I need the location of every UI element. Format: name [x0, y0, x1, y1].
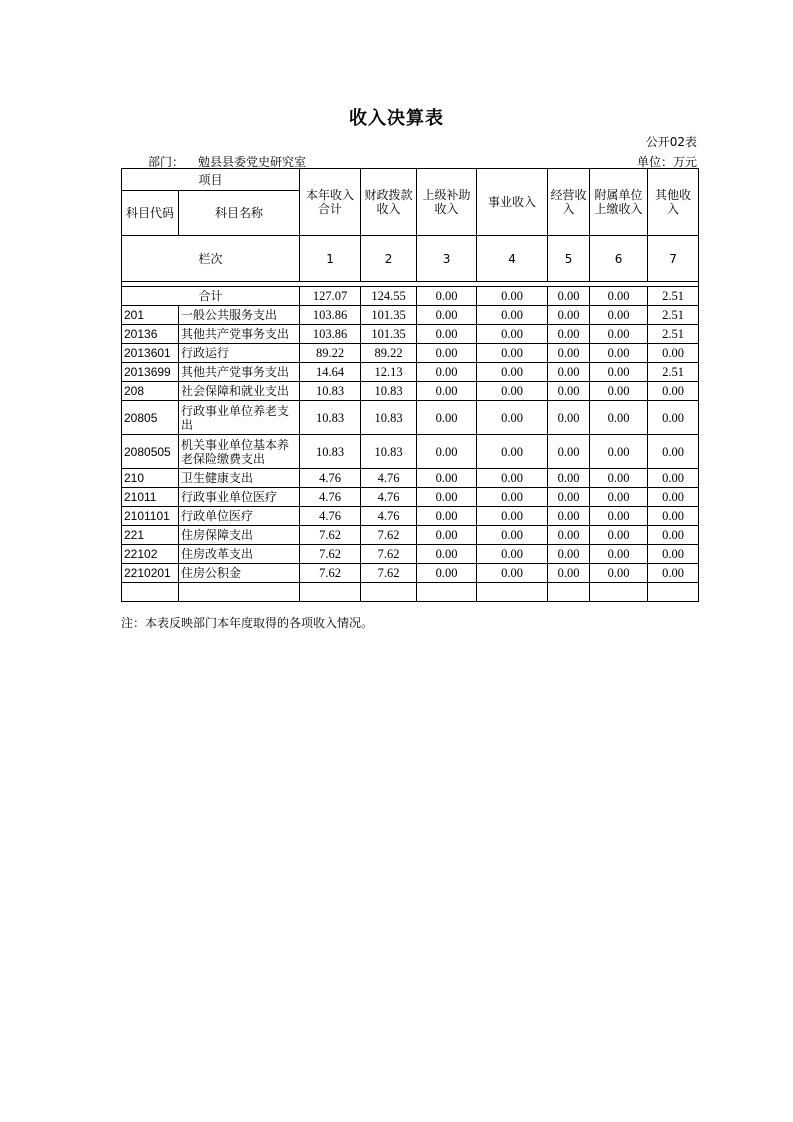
cell-value: 0.00	[590, 507, 648, 526]
header-col-business: 事业收入	[477, 169, 548, 236]
cell-value: 0.00	[417, 545, 477, 564]
subject-code: 20805	[122, 401, 179, 435]
cell-value: 0.00	[477, 325, 548, 344]
row-index-3: 3	[417, 236, 477, 282]
subject-name: 社会保障和就业支出	[179, 382, 300, 401]
table-row	[122, 507, 699, 526]
subject-name: 其他共产党事务支出	[179, 325, 300, 344]
subject-code: 2080505	[122, 435, 179, 469]
cell-value: 0.00	[590, 564, 648, 583]
total-value: 127.07	[300, 287, 361, 306]
table-row	[122, 382, 699, 401]
cell-value: 4.76	[300, 469, 361, 488]
cell-value: 0.00	[417, 363, 477, 382]
cell-value: 0.00	[477, 401, 548, 435]
cell-value: 7.62	[361, 545, 417, 564]
cell-value: 7.62	[300, 564, 361, 583]
cell-value: 0.00	[417, 564, 477, 583]
cell-value: 0.00	[648, 526, 699, 545]
cell-value: 0.00	[648, 507, 699, 526]
subject-name: 其他共产党事务支出	[179, 363, 300, 382]
cell-value: 101.35	[361, 306, 417, 325]
cell-value: 0.00	[417, 507, 477, 526]
cell-value: 2.51	[648, 325, 699, 344]
cell-value: 0.00	[477, 344, 548, 363]
cell-value: 12.13	[361, 363, 417, 382]
cell-value: 0.00	[548, 325, 590, 344]
cell-value: 0.00	[417, 382, 477, 401]
table-row	[122, 306, 699, 325]
empty-cell	[417, 583, 477, 602]
cell-value: 10.83	[361, 401, 417, 435]
cell-value: 7.62	[361, 564, 417, 583]
header-col-affiliated: 附属单位上缴收入	[590, 169, 648, 236]
cell-value: 0.00	[548, 545, 590, 564]
row-index-5: 5	[548, 236, 590, 282]
cell-value: 0.00	[548, 435, 590, 469]
cell-value: 0.00	[648, 469, 699, 488]
cell-value: 0.00	[417, 488, 477, 507]
subject-code: 210	[122, 469, 179, 488]
table-row	[122, 325, 699, 344]
subject-code: 208	[122, 382, 179, 401]
cell-value: 0.00	[477, 526, 548, 545]
cell-value: 0.00	[548, 488, 590, 507]
cell-value: 0.00	[590, 469, 648, 488]
subject-code: 21011	[122, 488, 179, 507]
empty-cell	[548, 583, 590, 602]
header-col-fiscal: 财政拨款收入	[361, 169, 417, 236]
empty-cell	[300, 583, 361, 602]
row-index-2: 2	[361, 236, 417, 282]
cell-value: 0.00	[477, 545, 548, 564]
total-row	[122, 287, 699, 306]
total-value: 0.00	[590, 287, 648, 306]
subject-code: 201	[122, 306, 179, 325]
cell-value: 0.00	[417, 401, 477, 435]
cell-value: 0.00	[548, 363, 590, 382]
empty-cell	[648, 583, 699, 602]
form-number: 公开02表	[645, 135, 697, 149]
row-index-6: 6	[590, 236, 648, 282]
document-title: 收入决算表	[349, 108, 444, 129]
cell-value: 0.00	[417, 325, 477, 344]
subject-name: 一般公共服务支出	[179, 306, 300, 325]
cell-value: 0.00	[648, 344, 699, 363]
row-index-7: 7	[648, 236, 699, 282]
header-col-other: 其他收入	[648, 169, 699, 236]
department-label: 部门：	[148, 155, 185, 169]
cell-value: 10.83	[361, 435, 417, 469]
cell-value: 0.00	[648, 382, 699, 401]
row-index-4: 4	[477, 236, 548, 282]
subject-code: 2013699	[122, 363, 179, 382]
cell-value: 0.00	[477, 564, 548, 583]
cell-value: 101.35	[361, 325, 417, 344]
cell-value: 0.00	[548, 507, 590, 526]
cell-value: 89.22	[361, 344, 417, 363]
cell-value: 7.62	[361, 526, 417, 545]
table-row	[122, 526, 699, 545]
cell-value: 10.83	[361, 382, 417, 401]
table-row	[122, 488, 699, 507]
row-index-1: 1	[300, 236, 361, 282]
cell-value: 7.62	[300, 526, 361, 545]
cell-value: 103.86	[300, 325, 361, 344]
subject-name: 卫生健康支出	[179, 469, 300, 488]
cell-value: 0.00	[548, 344, 590, 363]
subject-name: 行政事业单位医疗	[179, 488, 300, 507]
subject-name: 机关事业单位基本养老保险缴费支出	[179, 435, 300, 469]
cell-value: 0.00	[590, 344, 648, 363]
cell-value: 7.62	[300, 545, 361, 564]
header-code: 科目代码	[122, 191, 179, 236]
subject-name: 住房公积金	[179, 564, 300, 583]
cell-value: 0.00	[648, 545, 699, 564]
subject-code: 20136	[122, 325, 179, 344]
cell-value: 0.00	[548, 564, 590, 583]
cell-value: 0.00	[548, 469, 590, 488]
cell-value: 0.00	[548, 306, 590, 325]
cell-value: 0.00	[417, 435, 477, 469]
cell-value: 0.00	[548, 526, 590, 545]
cell-value: 0.00	[590, 526, 648, 545]
cell-value: 0.00	[590, 488, 648, 507]
empty-row	[122, 583, 699, 602]
cell-value: 4.76	[361, 469, 417, 488]
header-project: 项目	[122, 169, 300, 191]
subject-code: 22102	[122, 545, 179, 564]
cell-value: 0.00	[477, 469, 548, 488]
cell-value: 0.00	[590, 401, 648, 435]
cell-value: 89.22	[300, 344, 361, 363]
cell-value: 2.51	[648, 306, 699, 325]
total-value: 2.51	[648, 287, 699, 306]
department-name: 勉县县委党史研究室	[198, 155, 307, 169]
table-row	[122, 469, 699, 488]
cell-value: 0.00	[548, 382, 590, 401]
total-value: 124.55	[361, 287, 417, 306]
subject-name: 住房保障支出	[179, 526, 300, 545]
empty-cell	[477, 583, 548, 602]
table-row	[122, 344, 699, 363]
table-row	[122, 564, 699, 583]
cell-value: 103.86	[300, 306, 361, 325]
cell-value: 0.00	[417, 526, 477, 545]
cell-value: 0.00	[590, 325, 648, 344]
subject-name: 行政事业单位养老支出	[179, 401, 300, 435]
empty-cell	[179, 583, 300, 602]
subject-name: 行政运行	[179, 344, 300, 363]
cell-value: 0.00	[477, 488, 548, 507]
subject-name: 行政单位医疗	[179, 507, 300, 526]
header-col-total: 本年收入合计	[300, 169, 361, 236]
empty-cell	[122, 583, 179, 602]
cell-value: 0.00	[477, 363, 548, 382]
cell-value: 10.83	[300, 382, 361, 401]
table-row	[122, 435, 699, 469]
header-col-operating: 经营收入	[548, 169, 590, 236]
header-row-1	[122, 169, 699, 191]
subject-code: 2210201	[122, 564, 179, 583]
cell-value: 0.00	[590, 382, 648, 401]
cell-value: 0.00	[590, 306, 648, 325]
cell-value: 0.00	[590, 545, 648, 564]
total-value: 0.00	[417, 287, 477, 306]
footnote: 注：本表反映部门本年度取得的各项收入情况。	[121, 616, 374, 630]
cell-value: 14.64	[300, 363, 361, 382]
empty-cell	[361, 583, 417, 602]
cell-value: 0.00	[417, 469, 477, 488]
cell-value: 4.76	[300, 488, 361, 507]
cell-value: 0.00	[548, 401, 590, 435]
empty-cell	[590, 583, 648, 602]
cell-value: 4.76	[361, 507, 417, 526]
row-index-line	[122, 236, 699, 282]
cell-value: 0.00	[648, 435, 699, 469]
cell-value: 10.83	[300, 435, 361, 469]
cell-value: 0.00	[417, 306, 477, 325]
income-table	[121, 168, 699, 602]
subject-code: 221	[122, 526, 179, 545]
cell-value: 0.00	[648, 401, 699, 435]
cell-value: 4.76	[361, 488, 417, 507]
cell-value: 0.00	[590, 363, 648, 382]
total-value: 0.00	[548, 287, 590, 306]
cell-value: 0.00	[648, 488, 699, 507]
cell-value: 0.00	[590, 435, 648, 469]
cell-value: 0.00	[648, 564, 699, 583]
cell-value: 0.00	[477, 507, 548, 526]
header-col-upper: 上级补助收入	[417, 169, 477, 236]
cell-value: 0.00	[477, 382, 548, 401]
total-value: 0.00	[477, 287, 548, 306]
unit-label: 单位：万元	[636, 155, 697, 169]
table-row	[122, 363, 699, 382]
table-row	[122, 401, 699, 435]
row-index-label: 栏次	[122, 236, 300, 282]
subject-code: 2101101	[122, 507, 179, 526]
table-row	[122, 545, 699, 564]
header-name: 科目名称	[179, 191, 300, 236]
cell-value: 2.51	[648, 363, 699, 382]
cell-value: 0.00	[477, 435, 548, 469]
subject-code: 2013601	[122, 344, 179, 363]
total-label: 合计	[122, 287, 300, 306]
subject-name: 住房改革支出	[179, 545, 300, 564]
cell-value: 0.00	[477, 306, 548, 325]
cell-value: 10.83	[300, 401, 361, 435]
cell-value: 4.76	[300, 507, 361, 526]
cell-value: 0.00	[417, 344, 477, 363]
